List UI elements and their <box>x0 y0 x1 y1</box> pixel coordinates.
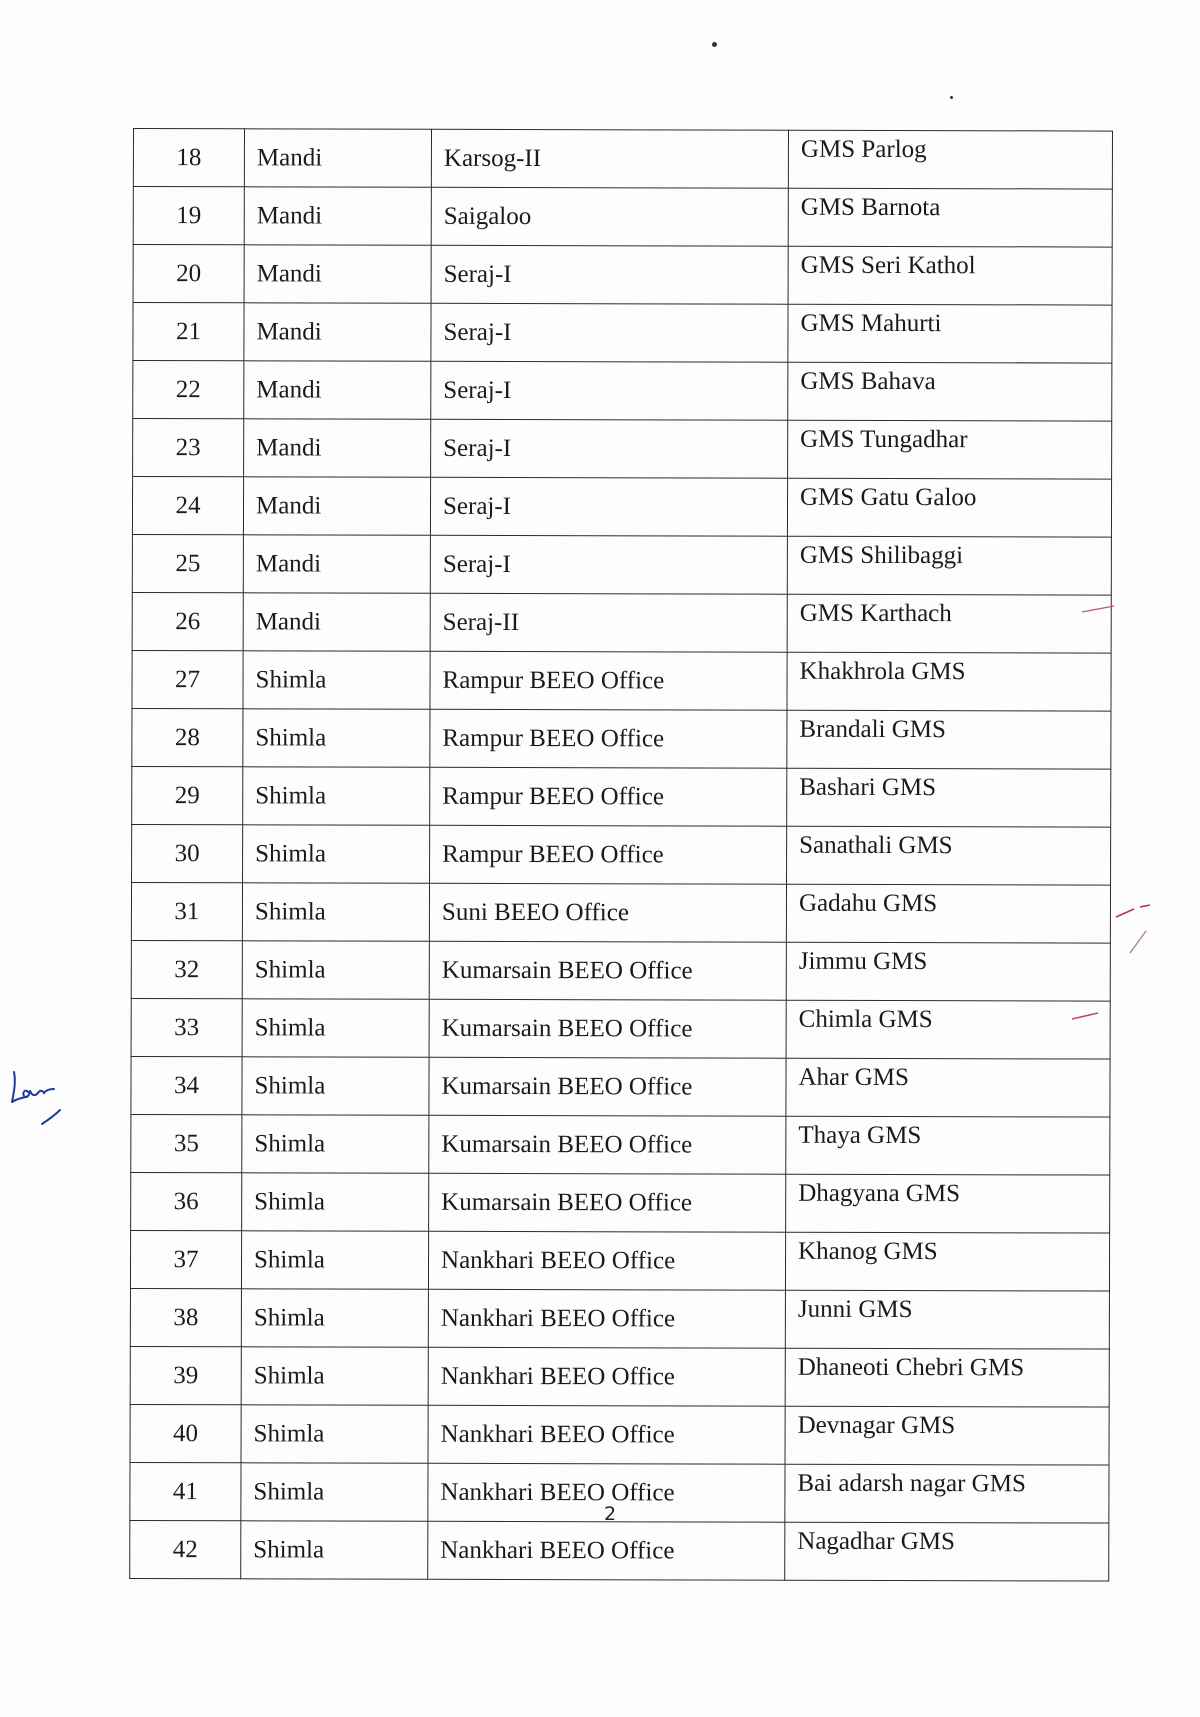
district-cell: Mandi <box>244 361 431 419</box>
serial-number-cell: 24 <box>132 477 243 535</box>
block-office-cell: Nankhari BEEO Office <box>428 1463 785 1522</box>
serial-number-cell: 18 <box>133 129 244 187</box>
table-row <box>131 1172 1110 1233</box>
block-office-cell: Seraj-I <box>430 535 787 594</box>
school-name-cell: GMS Seri Kathol <box>788 246 1112 305</box>
block-office-cell: Kumarsain BEEO Office <box>429 941 786 1000</box>
table-row <box>133 245 1112 306</box>
table-body <box>130 129 1113 1582</box>
district-cell: Shimla <box>243 651 430 709</box>
serial-number-cell: 41 <box>130 1462 241 1520</box>
school-name-cell: GMS Tungadhar <box>788 420 1112 479</box>
block-office-cell: Nankhari BEEO Office <box>428 1289 785 1348</box>
district-cell: Shimla <box>241 1521 428 1579</box>
district-cell: Shimla <box>242 999 429 1057</box>
district-cell: Shimla <box>242 1173 429 1231</box>
block-office-cell: Suni BEEO Office <box>429 883 786 942</box>
table-row <box>131 998 1110 1059</box>
serial-number-cell: 35 <box>131 1114 242 1172</box>
school-name-cell: Bashari GMS <box>787 768 1111 827</box>
serial-number-cell: 23 <box>133 419 244 477</box>
table-row <box>132 708 1111 769</box>
scan-speck <box>712 42 717 47</box>
pen-stroke-mark <box>1070 1005 1110 1025</box>
school-name-cell: Thaya GMS <box>786 1116 1110 1175</box>
school-name-cell: GMS Barnota <box>788 188 1112 247</box>
district-cell: Shimla <box>241 1231 428 1289</box>
block-office-cell: Nankhari BEEO Office <box>428 1405 785 1464</box>
school-name-cell: Dhaneoti Chebri GMS <box>785 1348 1109 1407</box>
district-cell: Mandi <box>244 129 431 187</box>
serial-number-cell: 29 <box>132 766 243 824</box>
district-cell: Shimla <box>241 1347 428 1405</box>
scan-speck <box>950 96 953 99</box>
school-name-cell: Dhagyana GMS <box>786 1174 1110 1233</box>
school-name-cell: Gadahu GMS <box>786 884 1110 943</box>
serial-number-cell: 31 <box>131 882 242 940</box>
block-office-cell: Kumarsain BEEO Office <box>429 1173 786 1232</box>
table-row <box>132 534 1111 595</box>
school-name-cell: Jimmu GMS <box>786 942 1110 1001</box>
page-number: 2 <box>603 1503 617 1525</box>
district-cell: Shimla <box>242 1115 429 1173</box>
school-name-cell: Brandali GMS <box>787 710 1111 769</box>
school-name-cell: GMS Bahava <box>788 362 1112 421</box>
serial-number-cell: 27 <box>132 650 243 708</box>
block-office-cell: Rampur BEEO Office <box>430 651 787 710</box>
block-office-cell: Seraj-I <box>431 361 788 420</box>
school-name-cell: GMS Parlog <box>788 130 1112 189</box>
district-cell: Shimla <box>241 1289 428 1347</box>
district-cell: Shimla <box>242 883 429 941</box>
block-office-cell: Nankhari BEEO Office <box>428 1347 785 1406</box>
block-office-cell: Seraj-I <box>431 303 788 362</box>
block-office-cell: Kumarsain BEEO Office <box>429 1115 786 1174</box>
school-name-cell: Khanog GMS <box>785 1232 1109 1291</box>
district-cell: Mandi <box>244 419 431 477</box>
serial-number-cell: 37 <box>130 1230 241 1288</box>
serial-number-cell: 38 <box>130 1288 241 1346</box>
serial-number-cell: 34 <box>131 1056 242 1114</box>
school-name-cell: GMS Gatu Galoo <box>787 478 1111 537</box>
school-name-cell: Nagadhar GMS <box>785 1522 1109 1581</box>
school-name-cell: Bai adarsh nagar GMS <box>785 1464 1109 1523</box>
pen-stroke-mark <box>1110 895 1170 955</box>
school-name-cell: GMS Karthach <box>787 594 1111 653</box>
serial-number-cell: 19 <box>133 187 244 245</box>
school-name-cell: Junni GMS <box>785 1290 1109 1349</box>
serial-number-cell: 32 <box>131 940 242 998</box>
serial-number-cell: 30 <box>132 824 243 882</box>
serial-number-cell: 25 <box>132 534 243 592</box>
block-office-cell: Kumarsain BEEO Office <box>429 1057 786 1116</box>
school-name-cell: Chimla GMS <box>786 1000 1110 1059</box>
table-row <box>133 187 1112 248</box>
table-row <box>132 650 1111 711</box>
block-office-cell: Seraj-I <box>431 245 788 304</box>
table-row <box>132 824 1111 885</box>
serial-number-cell: 39 <box>130 1346 241 1404</box>
district-cell: Shimla <box>243 767 430 825</box>
district-cell: Mandi <box>243 593 430 651</box>
table-row <box>133 419 1112 480</box>
school-list-table <box>129 128 1113 1582</box>
table-row <box>130 1346 1109 1407</box>
block-office-cell: Seraj-II <box>430 593 787 652</box>
serial-number-cell: 33 <box>131 998 242 1056</box>
serial-number-cell: 20 <box>133 245 244 303</box>
serial-number-cell: 26 <box>132 592 243 650</box>
table-row <box>131 1056 1110 1117</box>
table-row <box>132 477 1111 538</box>
pen-stroke-mark <box>1080 600 1120 620</box>
school-name-cell: Ahar GMS <box>786 1058 1110 1117</box>
district-cell: Shimla <box>241 1463 428 1521</box>
district-cell: Mandi <box>244 245 431 303</box>
block-office-cell: Karsog-II <box>431 129 788 188</box>
serial-number-cell: 40 <box>130 1404 241 1462</box>
table-row <box>131 1114 1110 1175</box>
handwritten-initials <box>8 1062 88 1132</box>
district-cell: Shimla <box>243 825 430 883</box>
block-office-cell: Rampur BEEO Office <box>430 767 787 826</box>
school-name-cell: Devnagar GMS <box>785 1406 1109 1465</box>
block-office-cell: Rampur BEEO Office <box>430 825 787 884</box>
serial-number-cell: 22 <box>133 361 244 419</box>
table-row <box>133 129 1112 190</box>
table-row <box>130 1288 1109 1349</box>
district-cell: Mandi <box>243 477 430 535</box>
table-row <box>130 1520 1109 1581</box>
school-name-cell: Khakhrola GMS <box>787 652 1111 711</box>
table-row <box>130 1230 1109 1291</box>
table-row <box>133 361 1112 422</box>
school-name-cell: Sanathali GMS <box>787 826 1111 885</box>
district-cell: Shimla <box>241 1405 428 1463</box>
table-row <box>132 592 1111 653</box>
district-cell: Mandi <box>243 535 430 593</box>
district-cell: Shimla <box>243 709 430 767</box>
table-row <box>131 940 1110 1001</box>
school-name-cell: GMS Mahurti <box>788 304 1112 363</box>
block-office-cell: Rampur BEEO Office <box>430 709 787 768</box>
district-cell: Mandi <box>244 187 431 245</box>
block-office-cell: Seraj-I <box>431 419 788 478</box>
serial-number-cell: 42 <box>130 1520 241 1578</box>
serial-number-cell: 36 <box>131 1172 242 1230</box>
block-office-cell: Seraj-I <box>430 477 787 536</box>
district-cell: Shimla <box>242 941 429 999</box>
district-cell: Mandi <box>244 303 431 361</box>
table-row <box>131 882 1110 943</box>
table-row <box>130 1404 1109 1465</box>
school-name-cell: GMS Shilibaggi <box>787 536 1111 595</box>
serial-number-cell: 28 <box>132 708 243 766</box>
block-office-cell: Kumarsain BEEO Office <box>429 999 786 1058</box>
table-row <box>132 766 1111 827</box>
block-office-cell: Saigaloo <box>431 187 788 246</box>
block-office-cell: Nankhari BEEO Office <box>428 1521 785 1580</box>
table-row <box>133 303 1112 364</box>
serial-number-cell: 21 <box>133 303 244 361</box>
block-office-cell: Nankhari BEEO Office <box>428 1231 785 1290</box>
district-cell: Shimla <box>242 1057 429 1115</box>
